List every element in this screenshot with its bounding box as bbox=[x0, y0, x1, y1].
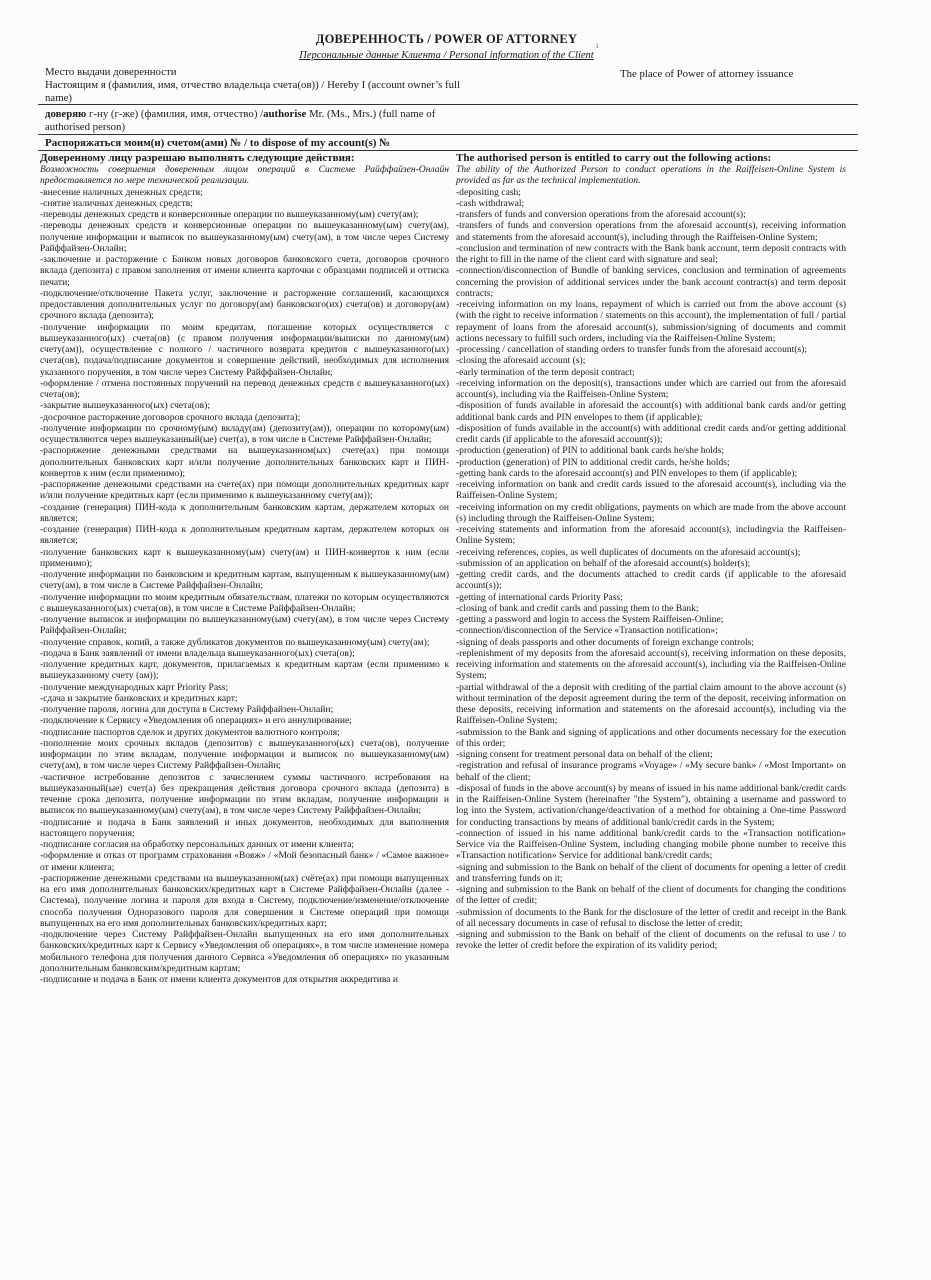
action-item: -подача в Банк заявлений от имени владельца вышеуказанного(ых) счета(ов); bbox=[40, 647, 355, 659]
action-item: -cash withdrawal; bbox=[456, 197, 525, 209]
actions-heading-ru: Доверенному лицу разрешаю выполнять следующие действия: bbox=[40, 152, 355, 164]
actions-column-ru bbox=[40, 152, 449, 985]
action-item: -создание (генерация) ПИН-кода к дополнительным банковским картам, держателем которых он является; bbox=[40, 501, 449, 524]
action-item: -receiving statements and information from the aforesaid account(s), includingvia the Raiffeisen-Online System; bbox=[456, 524, 846, 547]
action-item: -closing of bank and credit cards and passing them to the Bank; bbox=[456, 602, 699, 614]
action-item: -disposition of funds available in the account(s) with additional credit cards and/or getting additional credit cards (if applicable to the aforesaid account(s)); bbox=[456, 422, 846, 445]
action-item: -получение информации по моим кредитным обязательствам, платежи по которым осуществляются с вышеуказанного(ых) счета(ов), в том числе в Системе Райффайзен-Онлайн; bbox=[40, 591, 449, 614]
action-item: -подписание и подача в Банк от имени клиента документов для открытия аккредитива и bbox=[40, 974, 399, 985]
action-item: -early termination of the term deposit contract; bbox=[456, 366, 635, 378]
action-item: -transfers of funds and conversion operations from the aforesaid account(s), receiving information and statements from the aforesaid account(s), including through the Raiffeisen-Online System; bbox=[456, 220, 846, 243]
owner-label: Настоящим я (фамилия, имя, отчество владельца счета(ов)) / Hereby I (account owner’s full name) bbox=[45, 79, 461, 104]
action-item: -production (generation) of PIN to additional credit cards, he/she holds; bbox=[456, 456, 730, 468]
action-item: -создание (генерация) ПИН-кода к дополнительным кредитным картам, держателем которых он является; bbox=[40, 524, 449, 547]
action-item: -production (generation) of PIN to additional bank cards he/she holds; bbox=[456, 445, 725, 457]
action-item: -оформление / отмена постоянных поручений на перевод денежных средств с вышеуказанного(ых) счета(ов); bbox=[40, 377, 449, 400]
action-item: -signing of deals passports and other documents of foreign exchange controls; bbox=[456, 636, 754, 648]
action-item: -получение информации по срочному(ым) вкладу(ам) (депозиту(ам)), операции по которому(ым) осуществляются через вышеуказанный(ые) счет(а), в том числе в Системе Райффайзен-Онлайн; bbox=[40, 422, 449, 445]
action-item: -getting credit cards, and the documents attached to credit cards (if applicable to the aforesaid account(s)); bbox=[456, 569, 846, 592]
action-item: -получение информации по моим кредитам, погашение которых осуществляется с вышеуказанного(ых) счета(ов) (с правом получения информации/выписки по данному(ым) счету(ам)), осуществление с полного / частичного возврата кредитов с вышеуказанного(ых) счета(ов), подача/подписание документов и совершение действий, необходимых для исполнения указанного поручения, в том числе через Систему Райффайзен-Онлайн; bbox=[40, 321, 449, 378]
action-item: -depositing cash; bbox=[456, 186, 521, 198]
actions-column-en bbox=[456, 152, 846, 952]
place-label-en: The place of Power of attorney issuance bbox=[620, 68, 794, 80]
action-item: -частичное истребование депозитов с зачислением суммы частичного истребования на вышеуказанный(ые) счет(а) без прекращения действия договора срочного вклада (депозита) в течение срока депозита, получение информации по этим вкладам, получение информации и выписок по вышеуказанному(ым) счету(ам), в том числе через Систему Райффайзен-Онлайн; bbox=[40, 771, 449, 817]
action-item: -переводы денежных средств и конверсионные операции по вышеуказанному(ым) счету(ам), получение информации и выписок по вышеуказанному(ым) счету(ам), в том числе через Систему Райффайзен-Онлайн; bbox=[40, 220, 449, 254]
action-item: -receiving information on bank and credit cards issued to the aforesaid account(s), including via the Raiffeisen-Online System; bbox=[456, 479, 846, 502]
action-item: -получение кредитных карт, документов, прилагаемых к кредитным картам (если применимо к вышеуказанному счету (ам)); bbox=[40, 659, 449, 682]
action-item: -signing and submission to the Bank on behalf of the client of documents for changing the conditions of the letter of credit; bbox=[456, 884, 846, 907]
action-item: -signing and submission to the Bank on behalf of the client of documents on the refusal to use / to revoke the letter of credit before the expiration of its validity period; bbox=[456, 929, 846, 952]
action-item: -receiving information on the deposit(s), transactions under which are carried out from the aforesaid account(s), including via the Raiffeisen-Online System; bbox=[456, 377, 846, 400]
actions-heading-en: The authorised person is entitled to carry out the following actions: bbox=[456, 152, 772, 164]
action-item: -получение международных карт Priority Pass; bbox=[40, 681, 229, 693]
action-item: -досрочное расторжение договоров срочного вклада (депозита); bbox=[40, 411, 301, 423]
action-item: -снятие наличных денежных средств; bbox=[40, 197, 193, 209]
document-subtitle: Персональные данные Клиента / Personal information of the Client bbox=[299, 50, 594, 61]
action-item: -подписание согласия на обработку персональных данных от имени клиента; bbox=[40, 839, 355, 850]
action-item: -transfers of funds and conversion operations from the aforesaid account(s); bbox=[456, 209, 746, 220]
action-item: -подключение через Систему Райффайзен-Онлайн выпущенных на его имя дополнительных банковских/кредитных карт к Сервису «Уведомления об операциях», в том числе изменение номера мобильного телефона для получения данного Сервиса «Уведомления об операциях» по указанным дополнительным банковским/кредитным картам; bbox=[40, 929, 449, 974]
actions-columns bbox=[38, 152, 896, 1242]
actions-note-en: The ability of the Authorized Person to conduct operations in the Raiffeisen-Online System is provided as far as the technical implementation. bbox=[456, 164, 846, 187]
divider-line bbox=[38, 104, 858, 105]
action-item: -getting of international cards Priority Pass; bbox=[456, 591, 623, 603]
authorise-ru: доверяю bbox=[45, 108, 87, 120]
action-item: -connection of issued in his name additional bank/credit cards to the «Transaction notification» Service via the Raiffeisen-Online System, including changing mobile phone number to receive this «Transaction notification» Service for additional bank/credit cards; bbox=[456, 827, 846, 862]
scan-mark-icon: ı bbox=[596, 40, 599, 50]
place-label-ru: Место выдачи доверенности bbox=[45, 66, 177, 78]
action-item: -disposition of funds available in aforesaid the account(s) with additional bank cards and/or getting additional bank cards and PIN envelopes to them (if applicable); bbox=[456, 400, 846, 423]
action-item: -распоряжение денежными средствами на вышеуказанном(ых) счёте(ах) при помощи выпущенных на его имя дополнительных банковских/кредитных карт в Системе Райффайзен-Онлайн (далее - Система), получение логина и пароля для входа в Систему, подключение/изменение/отключение способа получения Одноразового пароля для совершения в Системе операций при помощи выпущенных на его имя дополнительных банковских/кредитных карт; bbox=[40, 872, 449, 929]
action-item: -закрытие вышеуказанного(ых) счета(ов); bbox=[40, 400, 210, 412]
action-item: -получение справок, копий, а также дубликатов документов по вышеуказанному(ым) счету(ам); bbox=[40, 636, 430, 648]
dispose-label: Распоряжаться моим(и) счетом(ами) № / to dispose of my account(s) № bbox=[45, 137, 391, 149]
action-item: -получение информации по банковским и кредитным картам, выпущенным к вышеуказанному(ым) счету(ам), в том числе в Системе Райффайзен-Онлайн; bbox=[40, 569, 449, 592]
action-item: -подписание и подача в Банк заявлений и иных документов, необходимых для выполнения настоящего поручения; bbox=[40, 816, 449, 839]
action-item: -подключение/отключение Пакета услуг, заключение и расторжение соглашений, касающихся предоставления дополнительных услуг по договору(ам) банковского(их) счета(ов) и договору(ам) срочного вклада (депозита); bbox=[40, 287, 449, 322]
action-item: -receiving information on my credit obligations, payments on which are made from the above account (s) including through the Raiffeisen-Online System; bbox=[456, 501, 846, 524]
document-title: ДОВЕРЕННОСТЬ / POWER OF ATTORNEY bbox=[315, 32, 578, 46]
action-item: -partial withdrawal of the a deposit with crediting of the partial claim amount to the above account (s) without termination of the deposit agreement during the term of the deposit, receiving information on these deposits, receiving information and statements on the aforesaid account(s), including via the Raiffeisen-Online System; bbox=[456, 681, 846, 727]
authorise-label bbox=[45, 108, 475, 134]
action-item: -заключение и расторжение с Банком новых договоров банковского счета, договоров срочного вклада (депозита) с правом заполнения от имени клиента карточки с образцами подписей и оттиска печати; bbox=[40, 254, 449, 288]
action-item: -пополнение моих срочных вкладов (депозитов) с вышеуказанного(ых) счета(ов), получение информации по этим вкладам, получение информации и выписок по вышеуказанному(ым) счету(ам), в том числе через Систему Райффайзен-Онлайн; bbox=[40, 737, 449, 772]
action-item: -getting bank cards to the aforesaid account(s) and PIN envelopes to them (if applicable); bbox=[456, 467, 798, 479]
action-item: -connection/disconnection of Bundle of banking services, conclusion and termination of agreements concerning the provision of additional services under the bank account contract(s) and term deposit contracts; bbox=[456, 265, 846, 299]
action-item: -receiving information on my loans, repayment of which is carried out from the above account (s) (with the right to receive information / statements on this account), the implementation of full / partial repayment of loans from the aforesaid account(s), submission/signing of documents and commit actions necessary to fulfill such orders, including via the Raiffeisen-Online System; bbox=[456, 299, 846, 344]
action-item: -получение банковских карт к вышеуказанному(ым) счету(ам) и ПИН-конвертов к ним (если применимо); bbox=[40, 546, 449, 569]
action-item: -conclusion and termination of new contracts with the Bank bank account, term deposit contracts with the right to fill in the name of the client card with signature and seal; bbox=[456, 242, 846, 265]
action-item: -переводы денежных средств и конверсионные операции по вышеуказанному(ым) счету(ам); bbox=[40, 209, 419, 220]
actions-note-ru: Возможность совершения доверенным лицом операций в Системе Райффайзен-Онлайн предоставляется по мере технической реализации. bbox=[40, 164, 449, 187]
action-item: -распоряжение денежными средствами на счете(ах) при помощи дополнительных кредитных карт и/или получение кредитных карт (если применимо к вышеуказанному счету(ам)); bbox=[40, 479, 449, 502]
action-item: -оформление и отказ от программ страхования «Вояж» / «Мой безопасный банк» / «Самое важное» от имени клиента; bbox=[40, 850, 449, 873]
action-item: -подключение к Сервису «Уведомления об операциях» и его аннулирование; bbox=[40, 715, 352, 727]
authorise-en: authorise bbox=[263, 108, 307, 120]
action-item: -processing / cancellation of standing orders to transfer funds from the aforesaid account(s); bbox=[456, 344, 807, 355]
action-item: -submission to the Bank and signing of applications and other documents necessary for the execution of this order; bbox=[456, 726, 846, 749]
action-item: -получение пароля, логина для доступа в Систему Райффайзен-Онлайн; bbox=[40, 704, 334, 715]
action-item: -сдача и закрытие банковских и кредитных карт; bbox=[40, 692, 238, 704]
action-item: -подписание паспортов сделок и других документов валютного контроля; bbox=[40, 726, 340, 738]
action-item: -connection/disconnection of the Service «Transaction notification»; bbox=[456, 625, 718, 637]
authorise-rest: г-ну (г-же) (фамилия, имя, отчество) / bbox=[86, 108, 264, 120]
action-item: -submission of an application on behalf of the aforesaid account(s) holder(s); bbox=[456, 557, 751, 569]
action-item: -receiving references, copies, as well duplicates of documents on the aforesaid account(s); bbox=[456, 546, 801, 558]
divider-line bbox=[38, 134, 858, 135]
action-item: -signing and submission to the Bank on behalf of the client of documents for opening a letter of credit and transferring funds on it; bbox=[456, 861, 846, 884]
action-item: -распоряжение денежными средствами на вышеуказанном(ых) счете(ах) при помощи дополнительных банковских карт и/или получение дополнительных банковских карт и ПИН-конвертов к ним (если применимо); bbox=[40, 445, 449, 479]
action-item: -внесение наличных денежных средств; bbox=[40, 186, 203, 198]
action-item: -disposal of funds in the above account(s) by means of issued in his name additional bank/credit cards in the Raiffeisen-Online System (hereinafter "the System"), obtaining a username and password to log into the System, activation/change/deactivation of a method for obtaining a One-time Password for conducting transactions by means of additional bank/credit cards in the System; bbox=[456, 782, 846, 828]
authorise-tail: Mr. (Ms., Mrs.) (full name of authorised person) bbox=[45, 108, 436, 133]
divider-line bbox=[38, 150, 858, 151]
action-item: -signing consent for treatment personal data on behalf of the client; bbox=[456, 749, 713, 760]
action-item: -получение выписок и информации по вышеуказанному(ым) счету(ам), в том числе через Систему Райффайзен-Онлайн; bbox=[40, 614, 449, 637]
action-item: -replenishment of my deposits from the aforesaid account(s), receiving information on these deposits, receiving information and statements on the aforesaid account(s), including via the Raiffeisen-Online System; bbox=[456, 647, 846, 682]
action-item: -getting a password and login to access the System Raiffeisen-Online; bbox=[456, 614, 724, 625]
action-item: -submission of documents to the Bank for the disclosure of the letter of credit and receipt in the Bank of all necessary documents in case of refusal to disclose the letter of credit; bbox=[456, 906, 846, 929]
action-item: -closing the aforesaid account (s); bbox=[456, 355, 586, 367]
action-item: -registration and refusal of insurance programs «Voyage» / «My secure bank» / «Most Important» on behalf of the client; bbox=[456, 760, 846, 783]
